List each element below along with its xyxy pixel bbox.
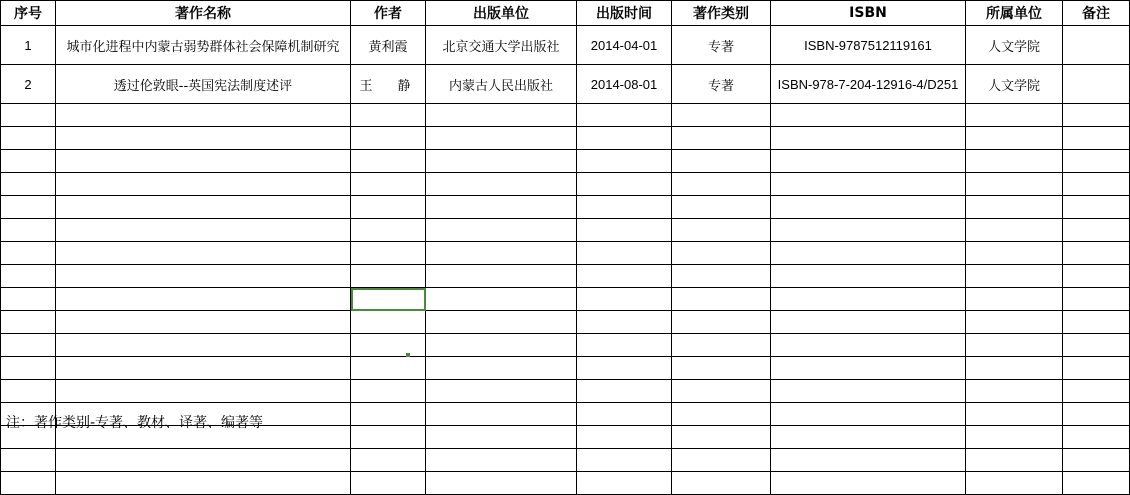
cell-publisher[interactable]: 北京交通大学出版社: [426, 26, 577, 65]
cell-empty[interactable]: [672, 311, 771, 334]
cell-title[interactable]: 透过伦敦眼--英国宪法制度述评: [56, 65, 351, 104]
cell-empty[interactable]: [426, 150, 577, 173]
cell-empty[interactable]: [426, 265, 577, 288]
cell-empty[interactable]: [672, 449, 771, 472]
cell-empty[interactable]: [577, 242, 672, 265]
cell-author[interactable]: 黄利霞: [351, 26, 426, 65]
cell-empty[interactable]: [966, 380, 1063, 403]
cell-empty[interactable]: [1063, 311, 1130, 334]
cell-empty[interactable]: [966, 265, 1063, 288]
footnote-text: 注：著作类别-专著、教材、译著、编著等: [6, 415, 264, 431]
column-header-category[interactable]: 著作类别: [672, 1, 771, 26]
cell-empty[interactable]: [577, 311, 672, 334]
cell-empty[interactable]: [966, 311, 1063, 334]
cell-empty[interactable]: [672, 196, 771, 219]
cell-empty[interactable]: [56, 242, 351, 265]
cell-empty[interactable]: [672, 219, 771, 242]
cell-isbn[interactable]: ISBN-978-7-204-12916-4/D251: [771, 65, 966, 104]
cell-empty[interactable]: [1, 311, 56, 334]
cell-empty[interactable]: [966, 150, 1063, 173]
cell-empty[interactable]: [1063, 403, 1130, 426]
cell-empty[interactable]: [672, 357, 771, 380]
selection-fill-handle[interactable]: [406, 353, 410, 357]
table-row-empty: [1, 173, 1130, 196]
cell-empty[interactable]: [1063, 173, 1130, 196]
cell-empty[interactable]: [672, 150, 771, 173]
cell-unit[interactable]: 人文学院: [966, 65, 1063, 104]
column-header-unit[interactable]: 所属单位: [966, 1, 1063, 26]
cell-empty[interactable]: [1, 196, 56, 219]
table-row-empty: [1, 242, 1130, 265]
cell-remark[interactable]: [1063, 65, 1130, 104]
cell-empty[interactable]: [351, 311, 426, 334]
cell-empty[interactable]: [426, 334, 577, 357]
table-row-empty: [1, 127, 1130, 150]
cell-empty[interactable]: [1063, 196, 1130, 219]
cell-empty[interactable]: [771, 242, 966, 265]
cell-empty[interactable]: [1, 173, 56, 196]
cell-empty[interactable]: [771, 334, 966, 357]
cell-empty[interactable]: [577, 449, 672, 472]
column-header-isbn[interactable]: ISBN: [771, 1, 966, 26]
cell-empty[interactable]: [771, 426, 966, 449]
cell-empty[interactable]: [426, 449, 577, 472]
cell-empty[interactable]: [351, 242, 426, 265]
cell-empty[interactable]: [426, 196, 577, 219]
cell-empty[interactable]: [1063, 104, 1130, 127]
cell-empty[interactable]: [1063, 219, 1130, 242]
cell-empty[interactable]: [771, 403, 966, 426]
table-row-empty: [1, 380, 1130, 403]
cell-empty[interactable]: [1063, 150, 1130, 173]
cell-empty[interactable]: [966, 288, 1063, 311]
cell-empty[interactable]: [1063, 288, 1130, 311]
cell-empty[interactable]: [426, 426, 577, 449]
cell-empty[interactable]: [351, 150, 426, 173]
cell-empty[interactable]: [966, 426, 1063, 449]
cell-empty[interactable]: [966, 403, 1063, 426]
cell-empty[interactable]: [1, 104, 56, 127]
cell-empty[interactable]: [351, 265, 426, 288]
cell-empty[interactable]: [351, 334, 426, 357]
cell-empty[interactable]: [56, 265, 351, 288]
cell-empty[interactable]: [672, 380, 771, 403]
cell-empty[interactable]: [1063, 449, 1130, 472]
table-row-empty: [1, 357, 1130, 380]
cell-empty[interactable]: [56, 380, 351, 403]
cell-category[interactable]: 专著: [672, 26, 771, 65]
cell-no[interactable]: 1: [1, 26, 56, 65]
cell-empty[interactable]: [672, 265, 771, 288]
cell-empty[interactable]: [1, 127, 56, 150]
cell-empty[interactable]: [1063, 334, 1130, 357]
cell-empty[interactable]: [426, 311, 577, 334]
cell-empty[interactable]: [56, 219, 351, 242]
cell-empty[interactable]: [1063, 472, 1130, 495]
cell-empty[interactable]: [351, 219, 426, 242]
cell-empty[interactable]: [56, 173, 351, 196]
cell-empty[interactable]: [577, 196, 672, 219]
cell-empty[interactable]: [1, 288, 56, 311]
cell-empty[interactable]: [771, 173, 966, 196]
column-header-remark[interactable]: 备注: [1063, 1, 1130, 26]
cell-empty[interactable]: [771, 219, 966, 242]
cell-empty[interactable]: [351, 357, 426, 380]
cell-empty[interactable]: [771, 472, 966, 495]
cell-selected[interactable]: [351, 288, 426, 311]
table-row-note: [1, 449, 1130, 472]
cell-empty[interactable]: [351, 104, 426, 127]
cell-empty[interactable]: [771, 196, 966, 219]
cell-empty[interactable]: [771, 311, 966, 334]
cell-empty[interactable]: [351, 472, 426, 495]
cell-author[interactable]: 王 静: [351, 65, 426, 104]
cell-publisher[interactable]: 内蒙古人民出版社: [426, 65, 577, 104]
cell-empty[interactable]: [56, 127, 351, 150]
cell-empty[interactable]: [966, 472, 1063, 495]
table-row-empty: [1, 288, 1130, 311]
cell-empty[interactable]: [577, 403, 672, 426]
cell-empty[interactable]: [1063, 265, 1130, 288]
cell-empty[interactable]: [56, 288, 351, 311]
column-header-title[interactable]: 著作名称: [56, 1, 351, 26]
cell-empty[interactable]: [426, 173, 577, 196]
cell-empty[interactable]: [966, 196, 1063, 219]
table-row-empty: [1, 265, 1130, 288]
cell-empty[interactable]: [351, 380, 426, 403]
cell-empty[interactable]: [672, 127, 771, 150]
cell-empty[interactable]: [426, 380, 577, 403]
cell-empty[interactable]: [426, 242, 577, 265]
table-row-empty: [1, 311, 1130, 334]
cell-empty[interactable]: [1, 334, 56, 357]
cell-empty[interactable]: [426, 403, 577, 426]
cell-empty[interactable]: [577, 150, 672, 173]
cell-empty[interactable]: [426, 357, 577, 380]
cell-empty[interactable]: [771, 265, 966, 288]
cell-empty[interactable]: [56, 449, 351, 472]
table-row-empty: [1, 334, 1130, 357]
cell-empty[interactable]: [1063, 357, 1130, 380]
cell-empty[interactable]: [426, 472, 577, 495]
table-row-empty: [1, 150, 1130, 173]
cell-empty[interactable]: [672, 242, 771, 265]
cell-no[interactable]: 2: [1, 65, 56, 104]
cell-empty[interactable]: [56, 104, 351, 127]
cell-empty[interactable]: [577, 104, 672, 127]
cell-empty[interactable]: [577, 380, 672, 403]
cell-empty[interactable]: [1, 472, 56, 495]
table-header-row: [1, 1, 1130, 26]
cell-empty[interactable]: [577, 127, 672, 150]
cell-empty[interactable]: [966, 449, 1063, 472]
cell-empty[interactable]: [672, 472, 771, 495]
cell-empty[interactable]: [1063, 242, 1130, 265]
column-header-no[interactable]: 序号: [1, 1, 56, 26]
cell-empty[interactable]: [771, 104, 966, 127]
cell-empty[interactable]: [577, 472, 672, 495]
column-header-publisher[interactable]: 出版单位: [426, 1, 577, 26]
cell-empty[interactable]: [56, 150, 351, 173]
cell-empty[interactable]: [577, 357, 672, 380]
cell-date[interactable]: 2014-04-01: [577, 26, 672, 65]
table-row-empty: [1, 196, 1130, 219]
cell-empty[interactable]: [771, 150, 966, 173]
cell-empty[interactable]: [771, 380, 966, 403]
cell-empty[interactable]: [1, 449, 56, 472]
cell-empty[interactable]: [351, 403, 426, 426]
cell-empty[interactable]: [672, 288, 771, 311]
cell-title[interactable]: 城市化进程中内蒙古弱势群体社会保障机制研究: [56, 26, 351, 65]
cell-empty[interactable]: [56, 472, 351, 495]
cell-empty[interactable]: [577, 265, 672, 288]
cell-empty[interactable]: [1063, 426, 1130, 449]
cell-empty[interactable]: [966, 357, 1063, 380]
cell-empty[interactable]: [771, 288, 966, 311]
cell-empty[interactable]: [577, 173, 672, 196]
cell-empty[interactable]: [426, 127, 577, 150]
cell-empty[interactable]: [351, 426, 426, 449]
cell-date[interactable]: 2014-08-01: [577, 65, 672, 104]
cell-empty[interactable]: [577, 219, 672, 242]
cell-empty[interactable]: [1, 357, 56, 380]
cell-empty[interactable]: [966, 104, 1063, 127]
cell-empty[interactable]: [577, 426, 672, 449]
cell-remark[interactable]: [1063, 26, 1130, 65]
cell-empty[interactable]: [771, 449, 966, 472]
table-row-empty: [1, 219, 1130, 242]
cell-empty[interactable]: [426, 219, 577, 242]
cell-empty[interactable]: [56, 311, 351, 334]
column-header-date[interactable]: 出版时间: [577, 1, 672, 26]
cell-empty[interactable]: [672, 104, 771, 127]
cell-empty[interactable]: [966, 219, 1063, 242]
table-row-empty: [1, 104, 1130, 127]
cell-category[interactable]: 专著: [672, 65, 771, 104]
cell-empty[interactable]: [771, 357, 966, 380]
cell-empty[interactable]: [1, 242, 56, 265]
table-row: [1, 26, 1130, 65]
cell-empty[interactable]: [771, 127, 966, 150]
cell-isbn[interactable]: ISBN-9787512119161: [771, 26, 966, 65]
table-row-note: [1, 472, 1130, 495]
cell-empty[interactable]: [1, 219, 56, 242]
cell-empty[interactable]: [351, 196, 426, 219]
cell-empty[interactable]: [56, 334, 351, 357]
cell-empty[interactable]: [426, 104, 577, 127]
cell-empty[interactable]: [577, 334, 672, 357]
cell-empty[interactable]: [1063, 380, 1130, 403]
cell-empty[interactable]: [1063, 127, 1130, 150]
cell-empty[interactable]: [426, 288, 577, 311]
cell-empty[interactable]: [966, 173, 1063, 196]
cell-empty[interactable]: [672, 173, 771, 196]
cell-unit[interactable]: 人文学院: [966, 26, 1063, 65]
column-header-author[interactable]: 作者: [351, 1, 426, 26]
cell-empty[interactable]: [56, 357, 351, 380]
cell-empty[interactable]: [672, 403, 771, 426]
cell-empty[interactable]: [1, 265, 56, 288]
cell-empty[interactable]: [672, 426, 771, 449]
table-row: [1, 65, 1130, 104]
cell-empty[interactable]: [351, 449, 426, 472]
cell-empty[interactable]: [56, 196, 351, 219]
cell-empty[interactable]: [966, 127, 1063, 150]
cell-empty[interactable]: [966, 334, 1063, 357]
cell-empty[interactable]: [1, 150, 56, 173]
cell-empty[interactable]: [1, 380, 56, 403]
cell-empty[interactable]: [577, 288, 672, 311]
cell-empty[interactable]: [966, 242, 1063, 265]
cell-empty[interactable]: [351, 173, 426, 196]
cell-empty[interactable]: [672, 334, 771, 357]
cell-empty[interactable]: [351, 127, 426, 150]
